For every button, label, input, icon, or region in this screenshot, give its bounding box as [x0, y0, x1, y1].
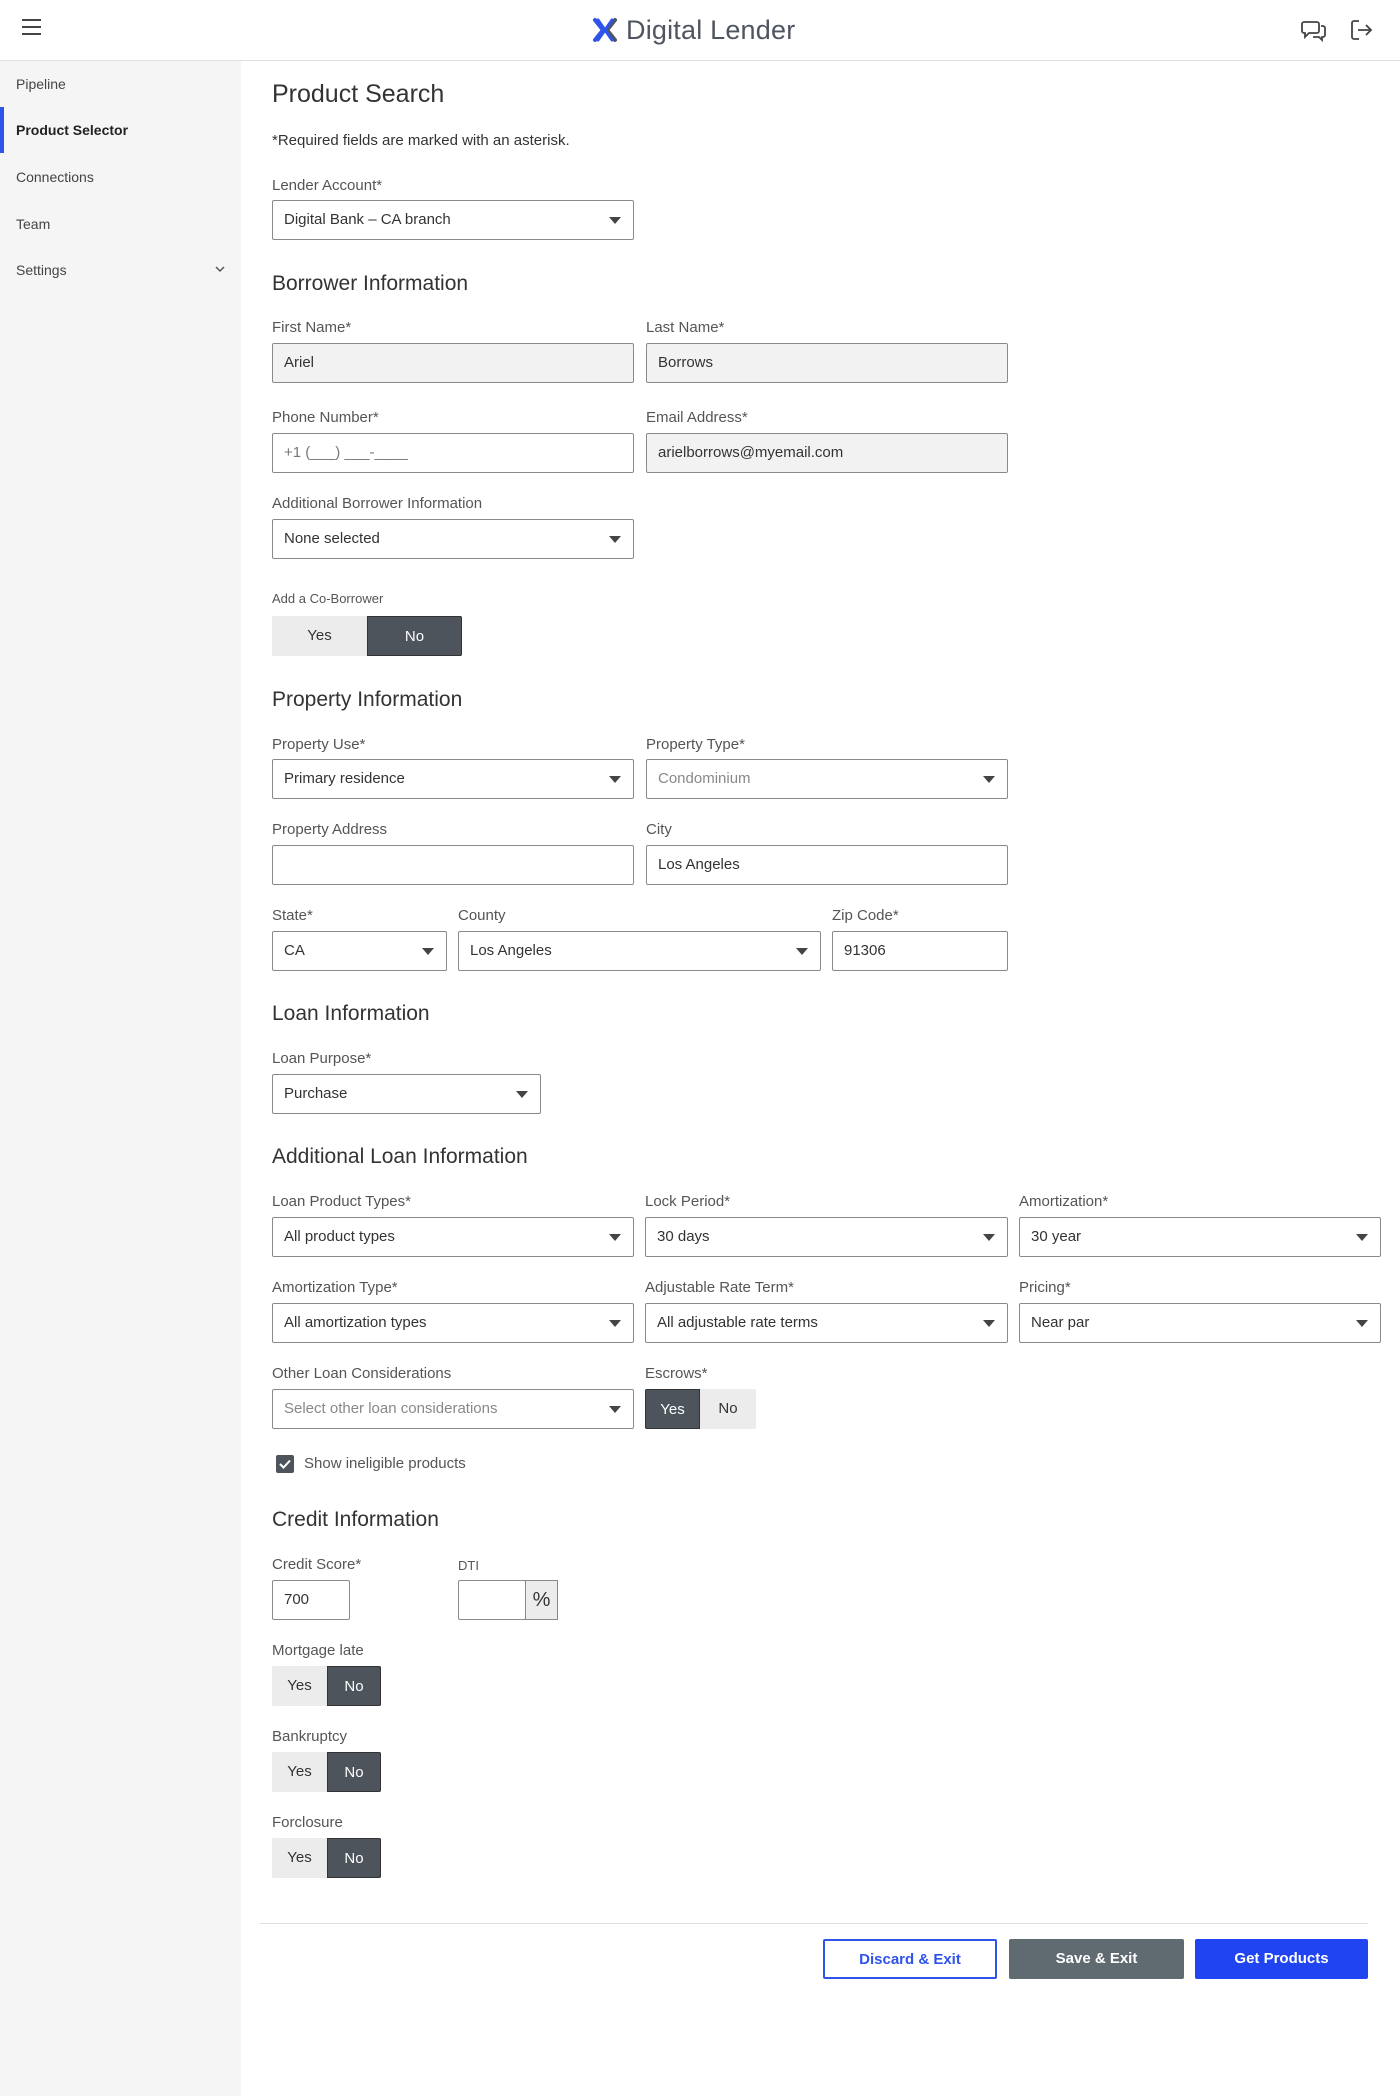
email-value: arielborrows@myemail.com [658, 444, 844, 461]
amortization-label: Amortization* [1019, 1193, 1109, 1210]
additional-borrower-select[interactable] [272, 519, 634, 559]
caret-down-icon [1356, 1320, 1368, 1327]
other-loan-considerations-select[interactable] [272, 1389, 634, 1429]
lock-period-label: Lock Period* [645, 1193, 731, 1210]
chat-bubbles-icon[interactable] [1301, 17, 1327, 43]
property-type-value: Condominium [658, 770, 751, 787]
adjustable-rate-term-select[interactable] [645, 1303, 1008, 1343]
mortgage-late-toggle [272, 1666, 381, 1706]
amortization-value: 30 year [1031, 1228, 1082, 1245]
loan-purpose-label: Loan Purpose* [272, 1050, 372, 1067]
co-borrower-toggle [272, 616, 462, 656]
sidebar-item-connections[interactable]: Connections [16, 169, 94, 185]
credit-score-label: Credit Score* [272, 1556, 362, 1573]
last-name-field[interactable] [646, 343, 1008, 383]
caret-down-icon [796, 948, 808, 955]
caret-down-icon [609, 536, 621, 543]
pricing-value: Near par [1031, 1314, 1090, 1331]
property-section-title: Property Information [272, 688, 463, 711]
foreclosure-label: Forclosure [272, 1814, 343, 1831]
escrows-yes-button[interactable]: Yes [645, 1389, 700, 1429]
property-type-select[interactable] [646, 759, 1008, 799]
borrower-section-title: Borrower Information [272, 272, 469, 295]
property-address-field[interactable] [272, 845, 634, 885]
state-value: CA [284, 942, 305, 959]
amortization-type-value: All amortization types [284, 1314, 427, 1331]
caret-down-icon [609, 776, 621, 783]
credit-score-value: 700 [284, 1591, 310, 1608]
lock-period-value: 30 days [657, 1228, 710, 1245]
pricing-label: Pricing* [1019, 1279, 1071, 1296]
save-exit-button[interactable]: Save & Exit [1009, 1939, 1184, 1979]
lender-account-select[interactable] [272, 200, 634, 240]
lender-account-label: Lender Account* [272, 177, 383, 194]
percent-suffix: % [525, 1580, 558, 1620]
foreclosure-toggle [272, 1838, 381, 1878]
property-type-label: Property Type* [646, 736, 745, 753]
additional-loan-section-title: Additional Loan Information [272, 1145, 528, 1168]
hamburger-menu-icon[interactable] [22, 19, 41, 36]
phone-field[interactable] [272, 433, 634, 473]
last-name-label: Last Name* [646, 319, 725, 336]
app-logo[interactable] [592, 10, 795, 50]
first-name-field[interactable] [272, 343, 634, 383]
pricing-select[interactable] [1019, 1303, 1381, 1343]
first-name-value: Ariel [284, 354, 315, 371]
loan-purpose-select[interactable] [272, 1074, 541, 1114]
chevron-down-icon [215, 264, 225, 274]
foreclosure-yes-button[interactable]: Yes [272, 1838, 327, 1878]
bankruptcy-label: Bankruptcy [272, 1728, 348, 1745]
lock-period-select[interactable] [645, 1217, 1008, 1257]
co-borrower-yes-button[interactable]: Yes [272, 616, 367, 656]
phone-label: Phone Number* [272, 409, 379, 426]
phone-placeholder: +1 (___) ___-____ [284, 444, 408, 461]
caret-down-icon [609, 1234, 621, 1241]
caret-down-icon [983, 1320, 995, 1327]
sidebar-item-label: Settings [16, 262, 67, 278]
city-label: City [646, 821, 672, 838]
co-borrower-label: Add a Co-Borrower [272, 591, 384, 606]
caret-down-icon [983, 1234, 995, 1241]
escrows-label: Escrows* [645, 1365, 708, 1382]
logout-arrow-icon[interactable] [1348, 17, 1374, 43]
caret-down-icon [422, 948, 434, 955]
footer-divider [260, 1923, 1368, 1924]
amortization-type-label: Amortization Type* [272, 1279, 398, 1296]
sidebar-item-team[interactable]: Team [16, 216, 51, 232]
email-label: Email Address* [646, 409, 748, 426]
property-use-label: Property Use* [272, 736, 366, 753]
checkmark-icon [276, 1455, 294, 1473]
zip-value: 91306 [844, 942, 886, 959]
mortgage-late-label: Mortgage late [272, 1642, 364, 1659]
other-loan-considerations-placeholder: Select other loan considerations [284, 1400, 498, 1417]
loan-product-types-label: Loan Product Types* [272, 1193, 411, 1210]
app-title: Digital Lender [626, 14, 796, 45]
bankruptcy-yes-button[interactable]: Yes [272, 1752, 327, 1792]
page-title: Product Search [272, 80, 445, 108]
state-label: State* [272, 907, 313, 924]
first-name-label: First Name* [272, 319, 352, 336]
mortgage-late-no-button[interactable]: No [327, 1666, 381, 1706]
credit-score-field[interactable] [272, 1580, 350, 1620]
show-ineligible-label: Show ineligible products [304, 1455, 466, 1472]
caret-down-icon [609, 1320, 621, 1327]
email-field[interactable] [646, 433, 1008, 473]
loan-section-title: Loan Information [272, 1002, 430, 1025]
city-field[interactable] [646, 845, 1008, 885]
top-bar [0, 0, 1400, 61]
property-use-value: Primary residence [284, 770, 405, 787]
county-label: County [458, 907, 506, 924]
additional-borrower-label: Additional Borrower Information [272, 495, 483, 512]
digital-lender-x-logo-icon [592, 17, 618, 43]
mortgage-late-yes-button[interactable]: Yes [272, 1666, 327, 1706]
last-name-value: Borrows [658, 354, 714, 371]
dti-label: DTI [458, 1558, 479, 1573]
get-products-button[interactable]: Get Products [1195, 1939, 1368, 1979]
loan-product-types-select[interactable] [272, 1217, 634, 1257]
main-content [241, 61, 1400, 2096]
amortization-select[interactable] [1019, 1217, 1381, 1257]
escrows-no-button[interactable]: No [700, 1389, 756, 1429]
county-value: Los Angeles [470, 942, 552, 959]
additional-borrower-value: None selected [284, 530, 380, 547]
bankruptcy-toggle [272, 1752, 381, 1792]
adjustable-rate-term-value: All adjustable rate terms [657, 1314, 818, 1331]
caret-down-icon [609, 217, 621, 224]
bankruptcy-no-button[interactable]: No [327, 1752, 381, 1792]
discard-exit-button[interactable]: Discard & Exit [823, 1939, 997, 1979]
caret-down-icon [1356, 1234, 1368, 1241]
credit-section-title: Credit Information [272, 1508, 439, 1531]
caret-down-icon [516, 1091, 528, 1098]
foreclosure-no-button[interactable]: No [327, 1838, 381, 1878]
dti-field[interactable] [458, 1580, 526, 1620]
state-select[interactable] [272, 931, 447, 971]
zip-label: Zip Code* [832, 907, 899, 924]
sidebar-item-settings[interactable] [0, 247, 241, 293]
sidebar [0, 61, 241, 2096]
escrows-toggle [645, 1389, 756, 1429]
lender-account-value: Digital Bank – CA branch [284, 211, 451, 228]
adjustable-rate-term-label: Adjustable Rate Term* [645, 1279, 794, 1296]
co-borrower-no-button[interactable]: No [367, 616, 462, 656]
show-ineligible-checkbox[interactable] [276, 1455, 294, 1473]
property-use-select[interactable] [272, 759, 634, 799]
loan-purpose-value: Purchase [284, 1085, 348, 1102]
required-note: *Required fields are marked with an asterisk. [272, 132, 570, 149]
zip-field[interactable] [832, 931, 1008, 971]
loan-product-types-value: All product types [284, 1228, 395, 1245]
sidebar-item-product-selector[interactable]: Product Selector [0, 107, 241, 153]
caret-down-icon [609, 1406, 621, 1413]
sidebar-item-pipeline[interactable]: Pipeline [16, 76, 66, 92]
city-value: Los Angeles [658, 856, 740, 873]
other-loan-considerations-label: Other Loan Considerations [272, 1365, 452, 1382]
county-select[interactable] [458, 931, 821, 971]
caret-down-icon [983, 776, 995, 783]
amortization-type-select[interactable] [272, 1303, 634, 1343]
property-address-label: Property Address [272, 821, 388, 838]
